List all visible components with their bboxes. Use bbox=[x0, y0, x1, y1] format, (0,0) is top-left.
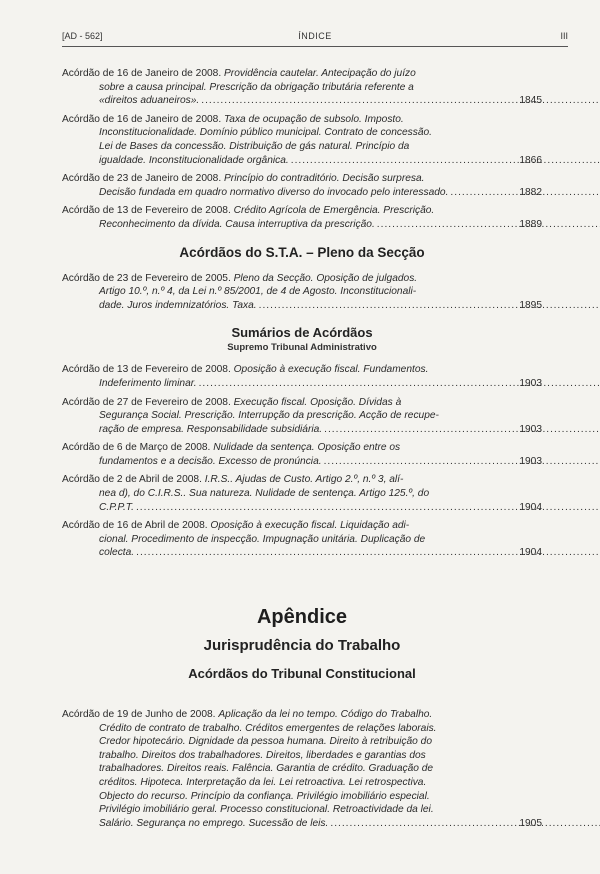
entry-line bbox=[62, 272, 480, 286]
entry-date: Acórdão de 16 de Janeiro de 2008. bbox=[62, 113, 222, 125]
index-entry bbox=[62, 67, 542, 108]
entry-date: Acórdão de 19 de Junho de 2008. bbox=[62, 709, 216, 721]
entries-group-d bbox=[62, 708, 542, 830]
entry-subject: Execução fiscal. Oposição. Dívidas à bbox=[233, 396, 402, 408]
entry-subject: Indeferimento liminar. bbox=[99, 377, 197, 389]
entry-subject: Objecto do recurso. Princípio da confiança. Privilégio imobiliário especial. bbox=[99, 790, 430, 802]
entry-subject: Credor hipotecário. Dignidade da pessoa humana. Direito à retribuição do bbox=[99, 736, 432, 748]
entry-page-number: 1882 bbox=[519, 186, 542, 198]
entry-line bbox=[62, 172, 480, 186]
entries-group-b bbox=[62, 272, 542, 313]
entry-subject: Segurança Social. Prescrição. Interrupção da prescrição. Acção de recupe- bbox=[99, 410, 439, 422]
entry-line bbox=[62, 126, 480, 140]
index-entry bbox=[62, 519, 542, 560]
entry-subject: sobre a causa principal. Prescrição da obrigação tributária referente a bbox=[99, 81, 414, 93]
entry-subject: Oposição à execução fiscal. Fundamentos. bbox=[233, 364, 429, 376]
entry-line bbox=[62, 285, 480, 299]
entry-line bbox=[62, 409, 480, 423]
entry-line bbox=[62, 94, 480, 108]
header-title: ÍNDICE bbox=[298, 31, 332, 41]
entry-line bbox=[62, 204, 480, 218]
entry-date: Acórdão de 6 de Março de 2008. bbox=[62, 442, 211, 454]
entry-line bbox=[62, 455, 480, 469]
entry-subject: «direitos aduaneiros». bbox=[99, 95, 200, 107]
section-title-sta: Acórdãos do S.T.A. – Pleno da Secção bbox=[179, 244, 425, 260]
entry-subject: Crédito de contrato de trabalho. Créditos emergentes de relações laborais. bbox=[99, 722, 437, 734]
entry-subject: Princípio do contraditório. Decisão surpresa. bbox=[224, 173, 425, 185]
entry-subject: igualdade. Inconstitucionalidade orgânica. bbox=[99, 154, 289, 166]
index-entry bbox=[62, 272, 542, 313]
entry-subject: C.P.P.T. bbox=[99, 501, 134, 513]
appendix-section-title: Acórdãos do Tribunal Constitucional bbox=[188, 666, 416, 682]
entry-line bbox=[62, 519, 480, 533]
entries-group-c bbox=[62, 363, 542, 560]
entry-subject: Aplicação da lei no tempo. Código do Trabalho. bbox=[218, 709, 433, 721]
entry-line bbox=[62, 708, 480, 722]
index-entry bbox=[62, 363, 542, 390]
entry-line bbox=[62, 790, 480, 804]
entry-line bbox=[62, 722, 480, 736]
entry-line bbox=[62, 363, 480, 377]
entry-subject: Reconhecimento da dívida. Causa interruptiva da prescrição. bbox=[99, 218, 375, 230]
entry-line bbox=[62, 735, 480, 749]
entry-page-number: 1905 bbox=[519, 817, 542, 829]
entry-date: Acórdão de 27 de Fevereiro de 2008. bbox=[62, 396, 231, 408]
entry-date: Acórdão de 13 de Fevereiro de 2008. bbox=[62, 205, 231, 217]
entry-date: Acórdão de 13 de Fevereiro de 2008. bbox=[62, 364, 231, 376]
entry-date: Acórdão de 2 de Abril de 2008. bbox=[62, 474, 202, 486]
entry-page-number: 1895 bbox=[519, 299, 542, 311]
entry-date: Acórdão de 16 de Janeiro de 2008. bbox=[62, 68, 222, 79]
index-entry bbox=[62, 113, 542, 167]
entry-date: Acórdão de 23 de Fevereiro de 2005. bbox=[62, 272, 231, 284]
header-page-number: III bbox=[560, 31, 568, 41]
entry-subject: ração de empresa. Responsabilidade subsidiária. bbox=[99, 423, 323, 435]
entry-line bbox=[62, 441, 480, 455]
index-content bbox=[62, 67, 542, 835]
entry-subject: Artigo 10.º, n.º 4, da Lei n.º 85/2001, de 4 de Agosto. Inconstitucionali- bbox=[99, 286, 417, 298]
entry-date: Acórdão de 23 de Janeiro de 2008. bbox=[62, 173, 222, 185]
entry-line bbox=[62, 473, 480, 487]
entry-subject: Oposição à execução fiscal. Liquidação adi- bbox=[210, 520, 410, 532]
index-entry bbox=[62, 441, 542, 468]
index-entry bbox=[62, 708, 542, 830]
index-entry bbox=[62, 473, 542, 514]
entry-page-number: 1866 bbox=[519, 154, 542, 166]
index-entry bbox=[62, 396, 542, 437]
entry-line bbox=[62, 533, 480, 547]
entry-subject: Inconstitucionalidade. Domínio público municipal. Contrato de concessão. bbox=[99, 127, 432, 139]
entry-page-number: 1889 bbox=[519, 218, 542, 230]
entry-subject: Taxa de ocupação de subsolo. Imposto. bbox=[224, 113, 404, 125]
leader-dots bbox=[324, 456, 600, 467]
entry-subject: Decisão fundada em quadro normativo diverso do invocado pelo interessado. bbox=[99, 186, 449, 198]
entry-line bbox=[62, 67, 480, 81]
entry-line bbox=[62, 776, 480, 790]
entry-line bbox=[62, 817, 480, 831]
entry-subject: dade. Juros indemnizatórios. Taxa. bbox=[99, 299, 257, 311]
entry-line bbox=[62, 154, 480, 168]
entry-subject: Salário. Segurança no emprego. Sucessão de leis. bbox=[99, 817, 329, 829]
entry-subject: Privilégio imobiliário geral. Processo constitucional. Retroactividade da lei. bbox=[99, 804, 434, 816]
entry-subject: trabalho. Direitos dos trabalhadores. Direitos, liberdades e garantias dos bbox=[99, 749, 426, 761]
header-rule bbox=[62, 46, 568, 47]
entry-subject: cional. Procedimento de inspecção. Impugnação unitária. Duplicação de bbox=[99, 533, 426, 545]
entry-page-number: 1845 bbox=[519, 95, 542, 107]
entry-line bbox=[62, 218, 480, 232]
entry-page-number: 1903 bbox=[519, 423, 542, 435]
section-title-sumarios: Sumários de Acórdãos bbox=[231, 325, 373, 341]
entry-line bbox=[62, 81, 480, 95]
leader-dots bbox=[324, 424, 600, 435]
entry-line bbox=[62, 749, 480, 763]
entry-line bbox=[62, 186, 480, 200]
entry-subject: colecta. bbox=[99, 547, 135, 559]
section-subtitle-sta: Supremo Tribunal Administrativo bbox=[227, 342, 377, 354]
entry-line bbox=[62, 113, 480, 127]
leader-dots bbox=[377, 219, 600, 230]
entry-subject: nea d), do C.I.R.S.. Sua natureza. Nulidade de sentença. Artigo 125.º, do bbox=[99, 488, 430, 500]
entry-subject: Pleno da Secção. Oposição de julgados. bbox=[233, 272, 418, 284]
entry-page-number: 1904 bbox=[519, 501, 542, 513]
page-header bbox=[62, 31, 568, 45]
entries-group-a bbox=[62, 67, 542, 232]
leader-dots bbox=[259, 300, 600, 311]
entry-subject: créditos. Hipoteca. Interpretação da lei. Lei retroactiva. Lei retrospectiva. bbox=[99, 777, 427, 788]
entry-subject: fundamentos e a decisão. Excesso de pronúncia. bbox=[99, 455, 322, 467]
entry-page-number: 1903 bbox=[519, 377, 542, 389]
index-entry bbox=[62, 172, 542, 199]
entry-line bbox=[62, 140, 480, 154]
entry-line bbox=[62, 546, 480, 560]
entry-line bbox=[62, 396, 480, 410]
entry-page-number: 1904 bbox=[519, 547, 542, 559]
index-entry bbox=[62, 204, 542, 231]
header-code: [AD - 562] bbox=[62, 31, 103, 41]
entry-line bbox=[62, 762, 480, 776]
leader-dots bbox=[330, 818, 600, 829]
entry-line bbox=[62, 803, 480, 817]
entry-subject: Providência cautelar. Antecipação do juízo bbox=[224, 68, 416, 79]
entry-subject: I.R.S.. Ajudas de Custo. Artigo 2.º, n.º 3, alí- bbox=[204, 474, 404, 486]
appendix-subtitle: Jurisprudência do Trabalho bbox=[203, 637, 401, 655]
entry-line bbox=[62, 377, 480, 391]
entry-subject: Nulidade da sentença. Oposição entre os bbox=[213, 442, 401, 454]
entry-subject: trabalhadores. Direitos reais. Falência. Garantia de crédito. Graduação de bbox=[99, 763, 434, 775]
entry-line bbox=[62, 299, 480, 313]
entry-page-number: 1903 bbox=[519, 455, 542, 467]
entry-line bbox=[62, 501, 480, 515]
entry-date: Acórdão de 16 de Abril de 2008. bbox=[62, 520, 208, 532]
entry-line bbox=[62, 423, 480, 437]
entry-subject: Crédito Agrícola de Emergência. Prescrição. bbox=[233, 205, 435, 217]
entry-subject: Lei de Bases da concessão. Distribuição de gás natural. Princípio da bbox=[99, 140, 410, 152]
appendix-title: Apêndice bbox=[256, 606, 348, 629]
leader-dots bbox=[291, 155, 600, 166]
entry-line bbox=[62, 487, 480, 501]
